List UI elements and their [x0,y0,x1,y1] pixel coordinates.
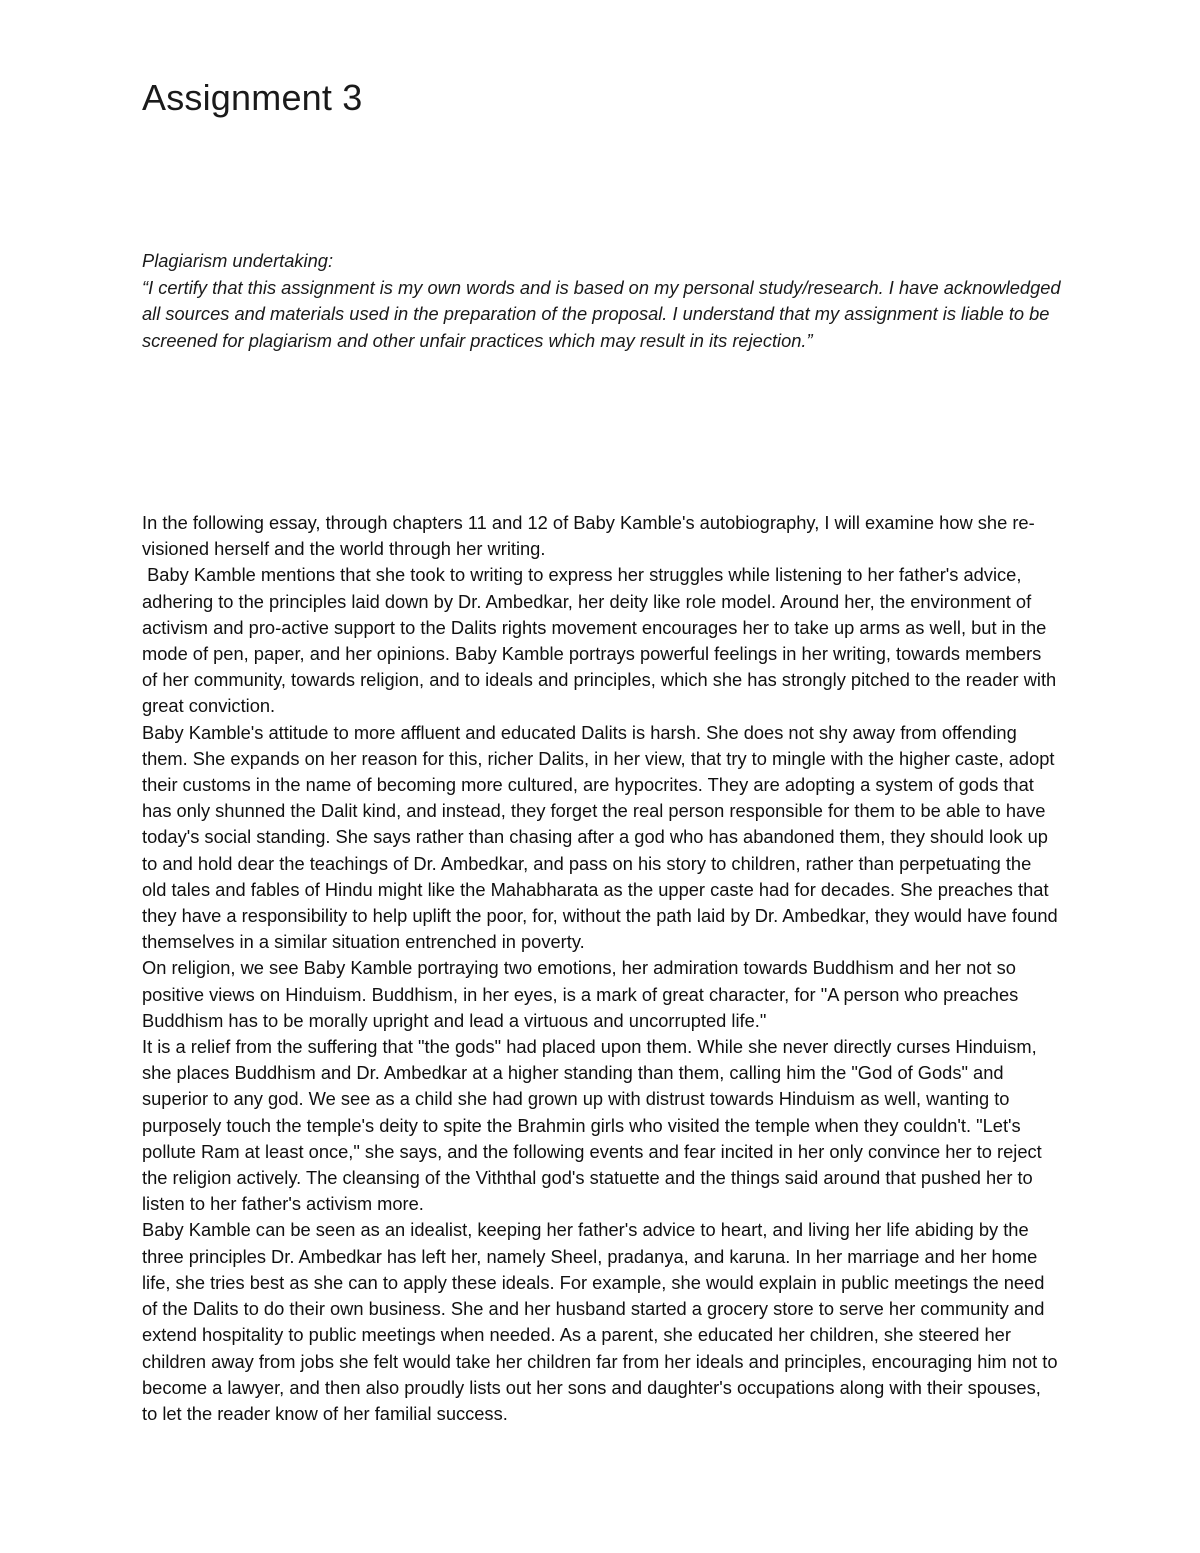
essay-paragraph: It is a relief from the suffering that "the gods" had placed upon them. While she never directly curses Hinduism, she places Buddhism and Dr. Ambedkar at a higher standing than them, calling him the "God of Gods" and superior to any god. We see as a child she had grown up with distrust towards Hinduism as well, wanting to purposely touch the temple's deity to spite the Brahmin girls who visited the temple when they couldn't. "Let's pollute Ram at least once," she says, and the following events and fear incited in her only convince her to reject the religion actively. The cleansing of the Viththal god's statuette and the things said around that pushed her to listen to her father's activism more. [142,1036,1042,1215]
essay-paragraph: Baby Kamble mentions that she took to writing to express her struggles while listening to her father's advice, adhering to the principles laid down by Dr. Ambedkar, her deity like role model. Around her, the environment of activism and pro-active support to the Dalits rights movement encourages her to take up arms as well, but in the mode of pen, paper, and her opinions. Baby Kamble portrays powerful feelings in her writing, towards members of her community, towards religion, and to ideals and principles, which she has strongly pitched to the reader with great conviction. [142,564,1062,717]
essay-paragraph: Baby Kamble's attitude to more affluent and educated Dalits is harsh. She does not shy away from offending them. She expands on her reason for this, richer Dalits, in her view, that try to mingle with the higher caste, adopt their customs in the name of becoming more cultured, are hypocrites. They are adopting a system of gods that has only shunned the Dalit kind, and instead, they forget the real person responsible for them to be able to have today's social standing. She says rather than chasing after a god who has abandoned them, they should look up to and hold dear the teachings of Dr. Ambedkar, and pass on his story to children, rather than perpetuating the old tales and fables of Hindu might like the Mahabharata as the upper caste had for decades. She preaches that they have a responsibility to help uplift the poor, for, without the path laid by Dr. Ambedkar, they would have found themselves in a similar situation entrenched in poverty. [142,721,1058,953]
essay-paragraph: In the following essay, through chapters 11 and 12 of Baby Kamble's autobiography, I will examine how she re-visioned herself and the world through her writing. [142,512,1035,560]
document-title: Assignment 3 [142,77,363,118]
plagiarism-undertaking [142,248,1062,354]
undertaking-statement: “I certify that this assignment is my own words and is based on my personal study/research. I have acknowledged all sources and materials used in the preparation of the proposal. I understand that my assignment is liable to be screened for plagiarism and other unfair practices which may result in its rejection.” [142,276,1061,351]
undertaking-heading: Plagiarism undertaking: [142,250,334,271]
essay-paragraph: Baby Kamble can be seen as an idealist, keeping her father's advice to heart, and living her life abiding by the three principles Dr. Ambedkar has left her, namely Sheel, pradanya, and karuna. In her marriage and her home life, she tries best as she can to apply these ideals. For example, she would explain in public meetings the need of the Dalits to do their own business. She and her husband started a grocery store to serve her community and extend hospitality to public meetings when needed. As a parent, she educated her children, she steered her children away from jobs she felt would take her children far from her ideals and principles, encouraging him not to become a lawyer, and then also proudly lists out her sons and daughter's occupations along with their spouses, to let the reader know of her familial success. [142,1219,1058,1424]
essay-body [142,510,1062,1427]
essay-paragraph: On religion, we see Baby Kamble portraying two emotions, her admiration towards Buddhism and her not so positive views on Hinduism. Buddhism, in her eyes, is a mark of great character, for "A person who preaches Buddhism has to be morally upright and lead a virtuous and uncorrupted life." [142,957,1019,1031]
